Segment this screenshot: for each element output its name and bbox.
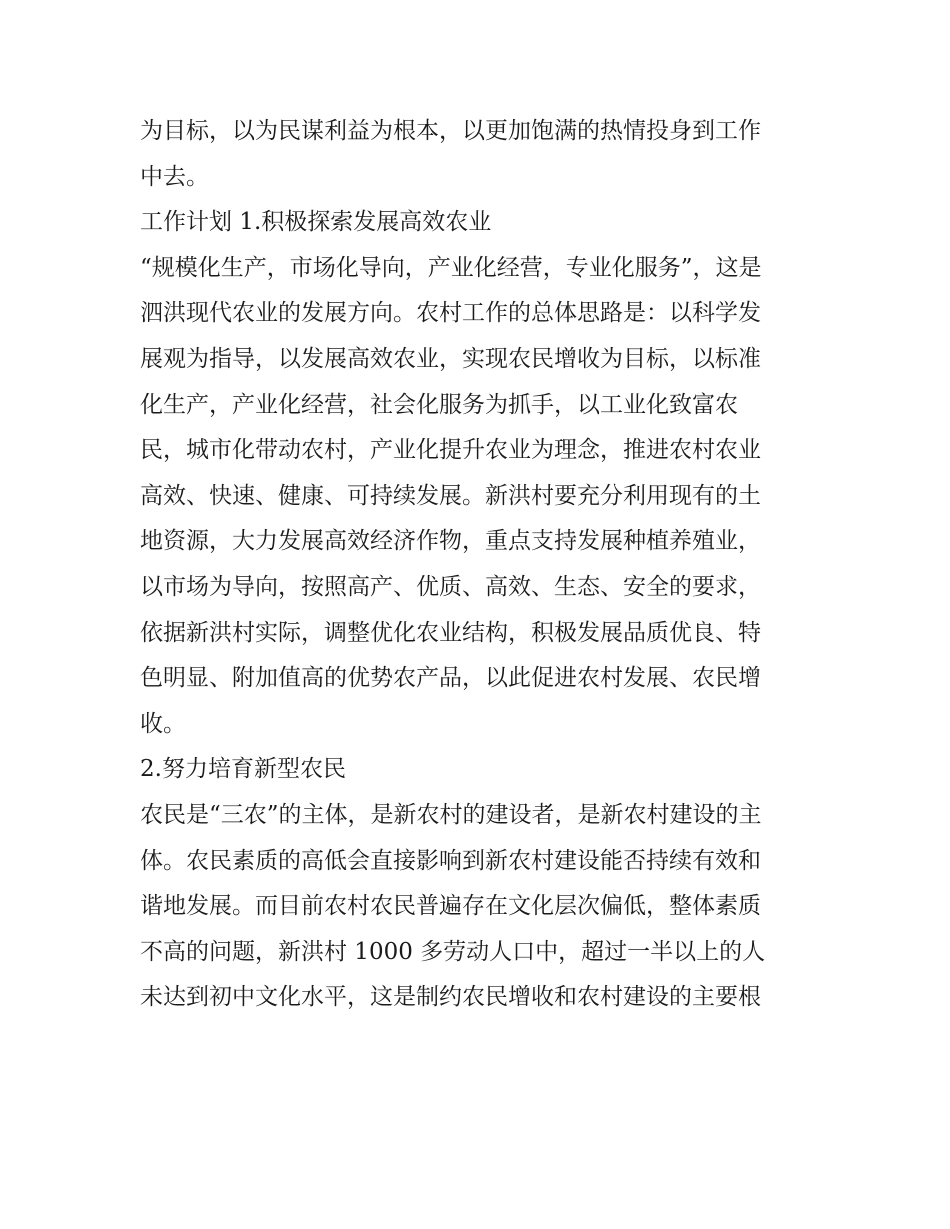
text-line: “规模化生产，市场化导向，产业化经营，专业化服务”，这是: [140, 254, 762, 281]
section-heading-2: 2.努力培育新型农民: [140, 756, 346, 783]
text-line: 化生产，产业化经营，社会化服务为抓手，以工业化致富农: [140, 391, 738, 418]
text-line: 地资源，大力发展高效经济作物，重点支持发展种植养殖业，: [140, 528, 761, 555]
text-line: 收。: [140, 710, 186, 737]
text-line: 为目标，以为民谋利益为根本，以更加饱满的热情投身到工作: [140, 118, 761, 144]
document-body: [140, 109, 820, 1021]
text-line: 依据新洪村实际，调整优化农业结构，积极发展品质优良、特: [140, 619, 761, 646]
text-line: 中去。: [140, 163, 209, 190]
text-line: 泗洪现代农业的发展方向。农村工作的总体思路是：以科学发: [140, 300, 761, 327]
text-line: 谐地发展。而目前农村农民普遍存在文化层次偏低，整体素质: [140, 893, 761, 920]
text-line: 以市场为导向，按照高产、优质、高效、生态、安全的要求，: [140, 573, 761, 600]
section-heading-1: 工作计划 1.积极探索发展高效农业: [140, 209, 492, 236]
text-line: 色明显、附加值高的优势农产品，以此促进农村发展、农民增: [140, 665, 761, 692]
text-line: 未达到初中文化水平，这是制约农民增收和农村建设的主要根: [140, 984, 761, 1011]
text-line: 民，城市化带动农村，产业化提升农业为理念，推进农村农业: [140, 437, 761, 464]
text-line: 不高的问题，新洪村 1000 多劳动人口中，超过一半以上的人: [140, 938, 766, 965]
text-line: 农民是“三农”的主体，是新农村的建设者，是新农村建设的主: [140, 801, 762, 828]
text-line: 高效、快速、健康、可持续发展。新洪村要充分利用现有的土: [140, 482, 761, 509]
text-line: 体。农民素质的高低会直接影响到新农村建设能否持续有效和: [140, 847, 761, 874]
text-line: 展观为指导，以发展高效农业，实现农民增收为目标，以标准: [140, 345, 761, 372]
